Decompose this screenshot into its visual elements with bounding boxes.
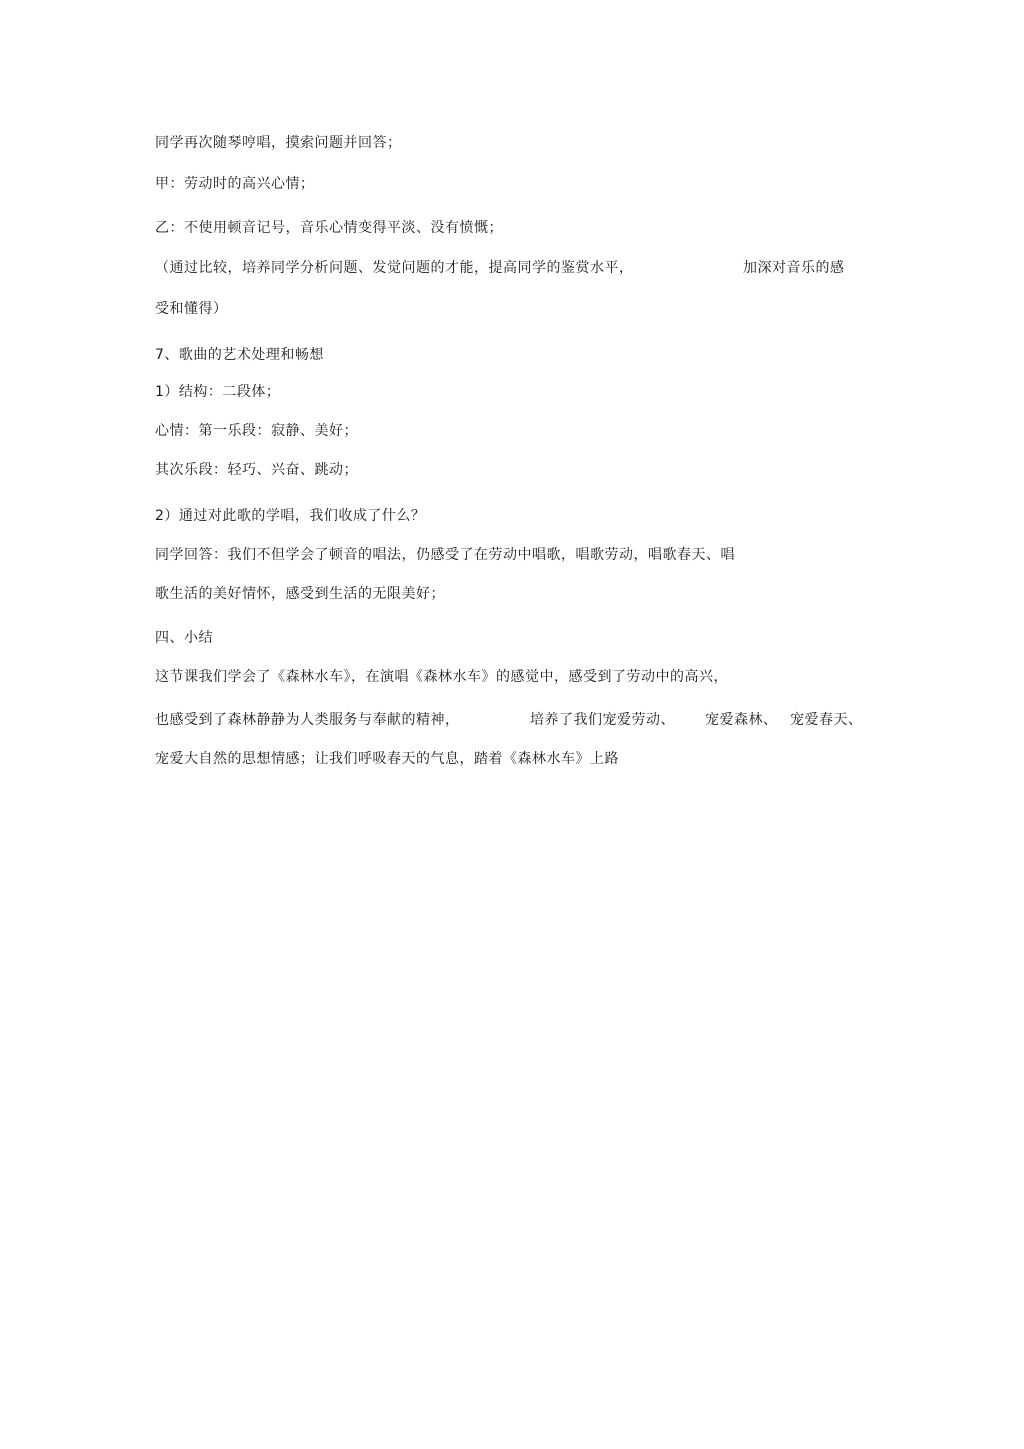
section-heading: 7、歌曲的艺术处理和畅想 bbox=[155, 347, 324, 363]
paragraph-line: 同学再次随琴哼唱，摸索问题并回答； bbox=[155, 135, 402, 151]
paragraph-line: 同学回答：我们不但学会了顿音的唱法，仍感受了在劳动中唱歌，唱歌劳动，唱歌春天、唱 bbox=[155, 547, 735, 563]
section-heading: 四、小结 bbox=[155, 630, 213, 646]
paragraph-line: 心情：第一乐段：寂静、美好； bbox=[155, 423, 358, 439]
paragraph-line: 其次乐段：轻巧、兴奋、跳动； bbox=[155, 462, 358, 478]
paragraph-line: 乙：不使用顿音记号，音乐心情变得平淡、没有愤慨； bbox=[155, 220, 503, 236]
paragraph-line: 加深对音乐的感 bbox=[743, 260, 845, 276]
paragraph-line: （通过比较，培养同学分析问题、发觉问题的才能，提高同学的鉴赏水平， bbox=[155, 260, 634, 276]
paragraph-line: 这节课我们学会了《森林水车》，在演唱《森林水车》的感觉中，感受到了劳动中的高兴， bbox=[155, 669, 728, 685]
paragraph-line: 也感受到了森林静静为人类服务与奉献的精神， bbox=[155, 712, 460, 728]
paragraph-line: 歌生活的美好情怀，感受到生活的无限美好； bbox=[155, 586, 445, 602]
paragraph-line: 宠爱春天、 bbox=[790, 712, 863, 728]
paragraph-line: 宠爱森林、 bbox=[705, 712, 778, 728]
paragraph-line: 受和懂得） bbox=[155, 301, 228, 317]
paragraph-line: 宠爱大自然的思想情感；让我们呼吸春天的气息，踏着《森林水车》上路 bbox=[155, 751, 619, 767]
paragraph-line: 1）结构：二段体； bbox=[155, 384, 281, 400]
paragraph-line: 培养了我们宠爱劳动、 bbox=[530, 712, 675, 728]
paragraph-line: 2）通过对此歌的学唱，我们收成了什么？ bbox=[155, 508, 426, 524]
paragraph-line: 甲：劳动时的高兴心情； bbox=[155, 176, 315, 192]
